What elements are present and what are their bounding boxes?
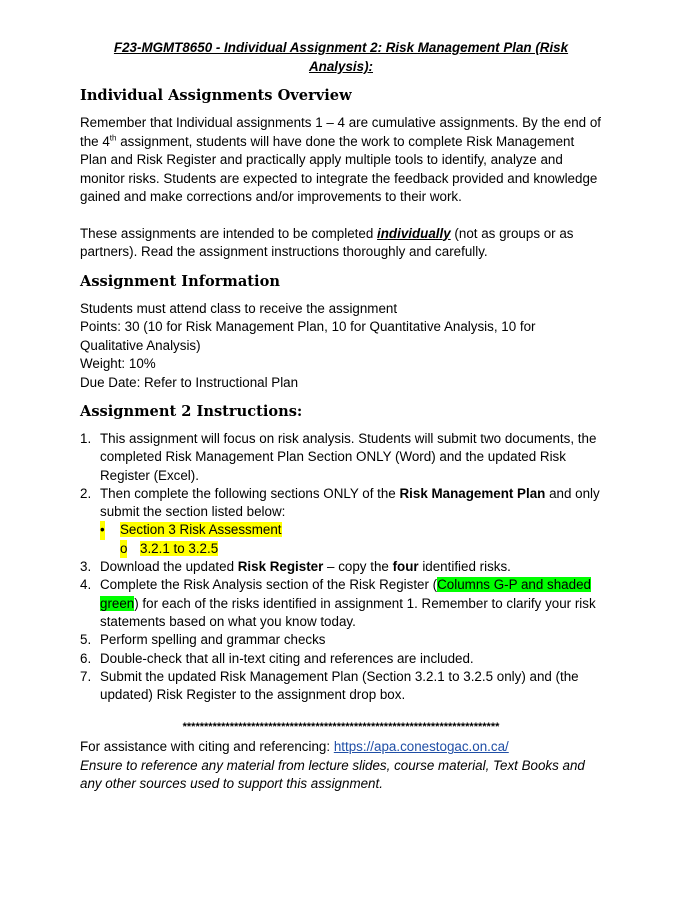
- item-text: Then complete the following sections ONLY of the: [100, 485, 400, 501]
- document-title: [80, 38, 602, 76]
- overview-p2-start: These assignments are intended to be completed: [80, 225, 378, 241]
- risk-register-bold: Risk Register: [237, 559, 324, 575]
- citing-assistance: [80, 738, 602, 757]
- item-number: 4.: [80, 577, 92, 593]
- list-item: [80, 668, 602, 705]
- item-text-end: ) for each of the risks identified in assignment 1. Remember to clarify your risk statements based on what you know today.: [100, 595, 596, 629]
- instructions-heading: Assignment 2 Instructions:: [80, 403, 303, 420]
- circle-marker-icon: o: [120, 540, 127, 558]
- overview-p2-end: (not as groups or as partners). Read the assignment instructions thoroughly and carefully.: [80, 225, 574, 259]
- item-text: Submit the updated Risk Management Plan (Section 3.2.1 to 3.2.5 only) and (the updated) Risk Register to the assignment drop box.: [100, 668, 579, 703]
- info-attend: Students must attend class to receive the assignment: [80, 300, 398, 316]
- info-weight: Weight: 10%: [80, 356, 156, 371]
- document-page: [80, 38, 602, 794]
- four-bold: four: [392, 559, 419, 575]
- title-line-2: Analysis):: [309, 59, 373, 74]
- columns-green-highlight: Columns G-P and shaded green: [100, 577, 591, 611]
- overview-p1-start: Remember that Individual assignments 1 – 4 are cumulative assignments. By the end of the 4: [80, 115, 602, 149]
- info-points: Points: 30 (10 for Risk Management Plan, 10 for Quantitative Analysis, 10 for Qualitative Analysis): [80, 319, 536, 353]
- section-range-highlight: 3.2.1 to 3.2.5: [140, 540, 219, 556]
- ordinal-superscript: th: [109, 133, 117, 143]
- item-number: 5.: [80, 632, 92, 648]
- list-item: [80, 650, 602, 668]
- item-text: Double-check that all in-text citing and references are included.: [100, 650, 474, 666]
- list-item: [80, 558, 602, 576]
- risk-management-plan-bold: Risk Management Plan: [399, 485, 546, 501]
- section-3-highlight: Section 3 Risk Assessment: [120, 522, 282, 538]
- reference-note: Ensure to reference any material from lecture slides, course material, Text Books and any other sources used to support this assignment.: [80, 757, 585, 792]
- list-item: [80, 430, 602, 485]
- overview-paragraph-1: [80, 114, 602, 207]
- list-item: [80, 631, 602, 649]
- citing-label: For assistance with citing and referencing:: [80, 739, 334, 755]
- list-item: [80, 576, 602, 631]
- item-number: 7.: [80, 668, 92, 684]
- item-text: Complete the Risk Analysis section of the Risk Register (: [100, 577, 438, 593]
- sub-bullet: [100, 521, 602, 539]
- item-text: Download the updated: [100, 559, 238, 575]
- info-heading: Assignment Information: [80, 272, 280, 290]
- info-due-date: Due Date: Refer to Instructional Plan: [80, 374, 299, 390]
- overview-paragraph-2: [80, 225, 602, 262]
- item-text-end: identified risks.: [418, 559, 511, 575]
- asterisk-divider: **************************************************************************: [182, 721, 500, 734]
- overview-p1-end: assignment, students will have done the work to complete Risk Management Plan and Risk Register and practically apply multiple tools to identify, analyze and monitor risks. Students are expected to integrate the feedback provided and knowledge gained and make corrections and/or improvements to their work.: [80, 133, 598, 204]
- item-number: 2.: [80, 485, 92, 501]
- item-number: 3.: [80, 559, 92, 575]
- title-line-1: F23-MGMT8650 - Individual Assignment 2: Risk Management Plan (Risk: [113, 40, 569, 55]
- item-number: 1.: [80, 431, 92, 446]
- instructions-list: [80, 430, 602, 704]
- sub-sub-bullet: [80, 540, 602, 558]
- list-item: [80, 485, 602, 558]
- overview-heading: Individual Assignments Overview: [80, 87, 352, 104]
- apa-link[interactable]: https://apa.conestogac.on.ca/: [333, 739, 509, 755]
- item-text: Perform spelling and grammar checks: [100, 632, 326, 648]
- item-text-mid: – copy the: [323, 559, 393, 575]
- item-text-end: and only submit the section listed below:: [100, 485, 600, 520]
- item-number: 6.: [80, 650, 92, 666]
- individually-emphasis: individually: [377, 225, 451, 241]
- bullet-icon: •: [100, 521, 105, 539]
- item-text: This assignment will focus on risk analysis. Students will submit two documents, the completed Risk Management Plan Section ONLY (Word) and the updated Risk Register (Excel).: [100, 431, 597, 483]
